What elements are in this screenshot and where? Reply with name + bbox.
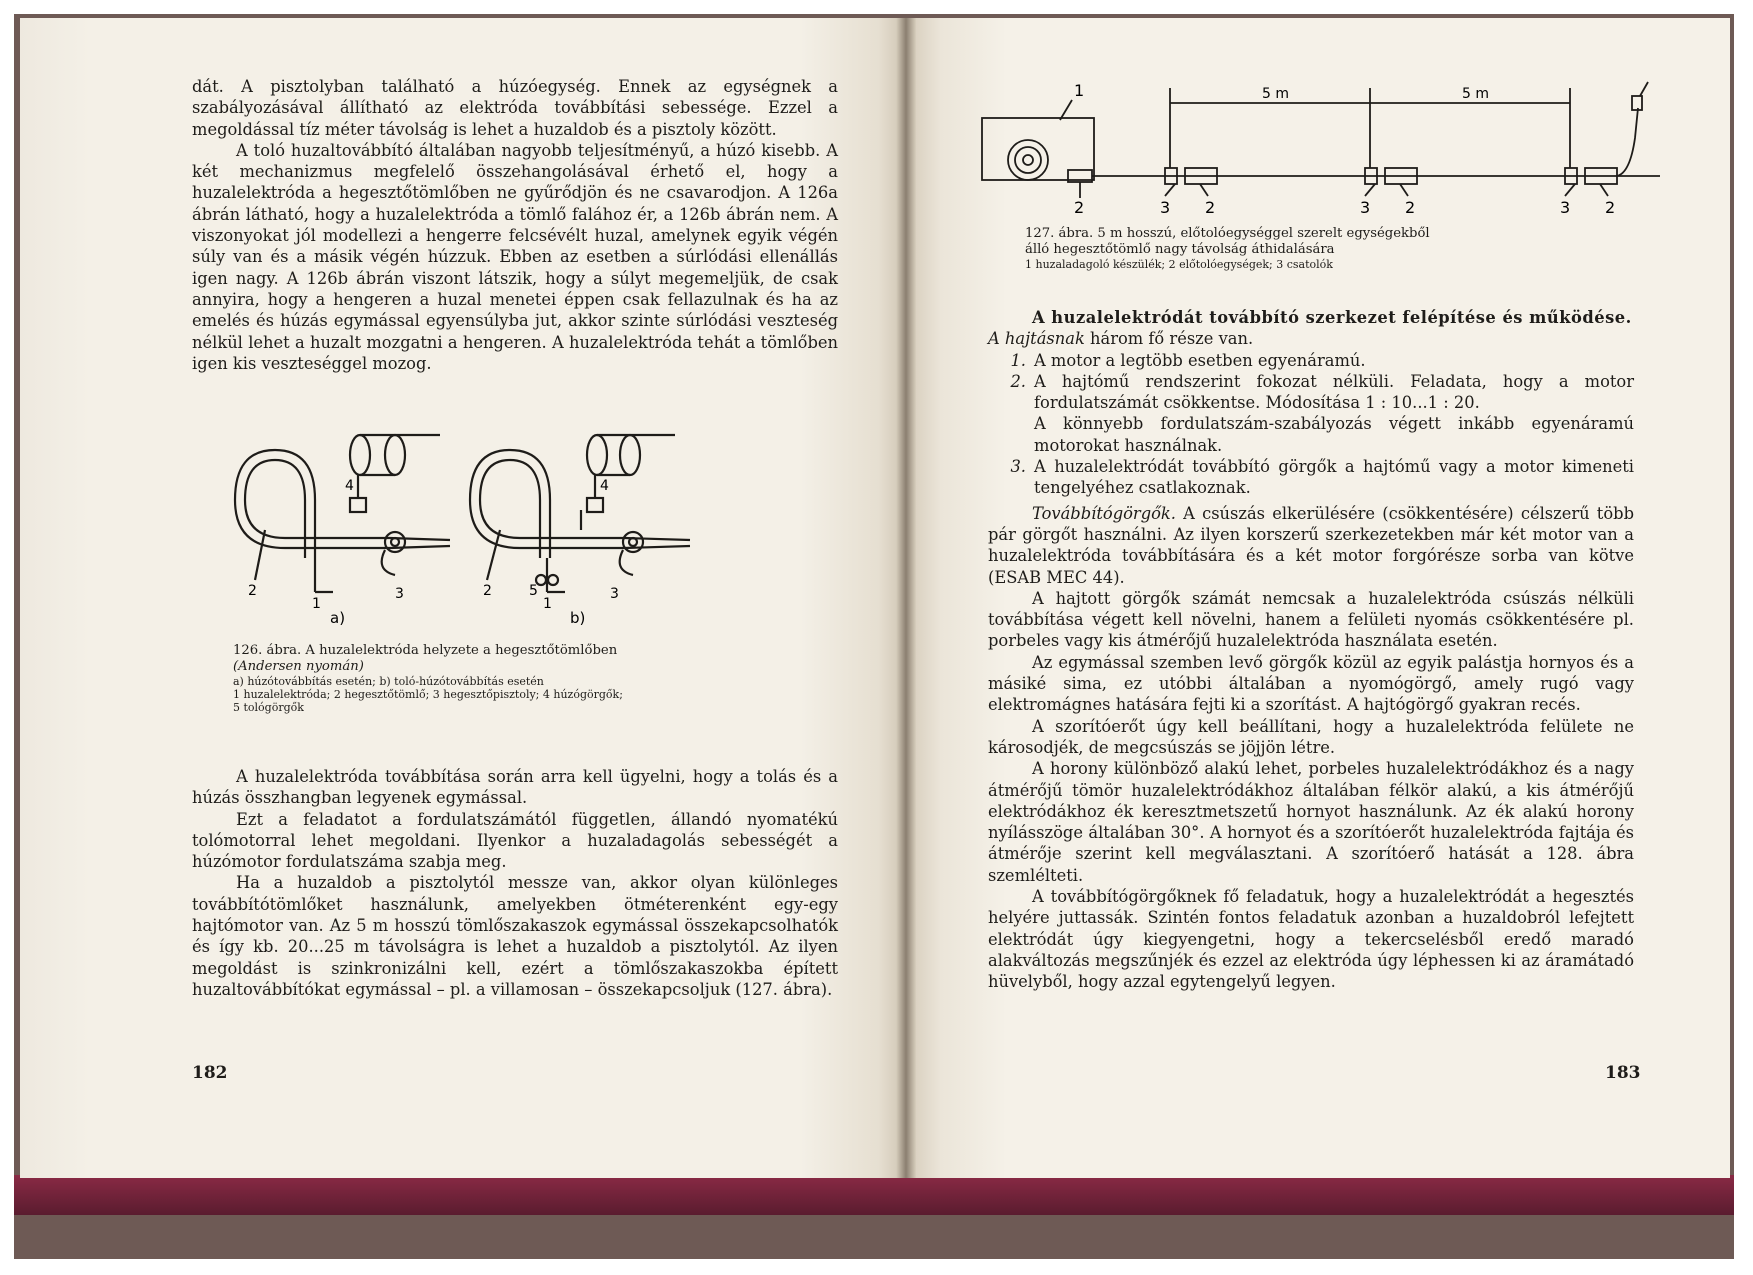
fig127-label: 3	[1360, 198, 1371, 217]
paragraph: Az egymással szemben levő görgők közül az egyik palástja hornyos és a másiké sima, ez utóbbi általában a nyomógörgő, amely rugó vagy elektromágnes hatására fejti ki a szorítást. A hajtógörgő gyakran recés.	[988, 652, 1634, 715]
left-text-bottom	[192, 766, 838, 1000]
fig127-dim: 5 m	[1462, 86, 1489, 102]
fig126-label: 3	[395, 586, 404, 602]
list-number: 3.	[1010, 457, 1026, 477]
paragraph: A toló huzaltovábbító általában nagyobb teljesítményű, a húzó kisebb. A két mechanizmus megfelelő összehangolásával érhető el, hogy a huzalelektróda a hegesztőtömlőben ne gyűrődjön és ne csavarodjon. A 126a ábrán látható, hogy a huzalelektróda a tömlő falához ér, a 126b ábrán nem. A viszonyokat jól modellezi a hengerre felcsévélt huzal, amelynek egyik végén súly van és a másik végén húzzuk. Ebben az esetben a súrlódási ellenállás igen nagy. A 126b ábrán viszont látszik, hogy a súlyt megemeljük, de csak annyira, hogy a hengeren a huzal menetei éppen csak fellazulnak és ha az emelés és húzás egymással egyensúlyba jut, akkor szinte súrlódási veszteség nélkül lehet a huzalt mozgatni a hengeren. A huzalelektróda tehát a tömlőben igen kis veszteséggel mozog.	[192, 140, 838, 373]
caption-title: 126. ábra. A huzalelektróda helyzete a hegesztőtömlőben	[233, 643, 618, 658]
list-text: A huzalelektródát továbbító görgők a hajtómű vagy a motor kimeneti tengelyéhez csatlakoznak.	[1034, 457, 1634, 498]
fig127-label: 2	[1074, 198, 1085, 217]
fig127-dim: 5 m	[1262, 86, 1289, 102]
fig126-label-a: a)	[330, 609, 346, 627]
list-item	[988, 350, 1634, 371]
paragraph: A huzalelektróda továbbítása során arra kell ügyelni, hogy a tolás és a húzás összhangban legyenek egymással.	[192, 767, 838, 808]
book-cover-edge	[14, 1175, 1734, 1215]
caption-legend: 1 huzaladagoló készülék; 2 előtolóegységek; 3 csatolók	[1025, 258, 1333, 271]
figure-127	[980, 78, 1660, 223]
caption-author: (Andersen nyomán)	[233, 659, 364, 674]
intro-rest: három fő része van.	[1084, 329, 1254, 349]
fig126-label-b: b)	[570, 609, 586, 627]
fig127-label: 3	[1560, 198, 1571, 217]
page-number-left: 182	[192, 1063, 228, 1083]
list-text-main: A hajtómű rendszerint fokozat nélküli. Feladata, hogy a motor fordulatszámát csökkentse. Módosítása 1 : 10...1 : 20.	[1034, 371, 1634, 413]
list-text: A motor a legtöbb esetben egyenáramú.	[1034, 350, 1366, 370]
fig126-label: 2	[248, 583, 257, 599]
fig126-label: 3	[610, 586, 619, 602]
fig127-label: 3	[1160, 198, 1171, 217]
list-number: 2.	[1010, 371, 1026, 391]
fig126-label: 1	[312, 596, 321, 612]
list-text	[1034, 371, 1634, 456]
fig126-label: 2	[483, 583, 492, 599]
fig126-label: 4	[600, 478, 609, 494]
paragraph: Ha a huzaldob a pisztolytól messze van, akkor olyan különleges továbbítótömlőket használunk, amelyekben ötméterenként egy-egy hajtómotor van. Az 5 m hosszú tömlőszakaszok egymással összekapcsolhatók és így kb. 20...25 m távolságra is lehet a huzaldob a pisztolytól. Az ilyen megoldást is szinkronizálni kell, ezért a tömlőszakaszokba épített huzaltovábbítókat egymással – pl. a villamosan – összekapcsoljuk (127. ábra).	[192, 873, 838, 999]
subheading-italic: Továbbítógörgők.	[1032, 503, 1176, 523]
caption-line: 1 huzalelektróda; 2 hegesztőtömlő; 3 hegesztőpisztoly; 4 húzógörgők;	[233, 688, 623, 701]
paragraph: A továbbítógörgőknek fő feladatuk, hogy a huzalelektródát a hegesztés helyére juttassák. Szintén fontos feladatuk azonban a huzaldobról lefejtett elektródát úgy kiegyengetni, hogy a tekercselésből eredő maradó alakváltozás megszűnjék és ezzel az elektróda úgy léphessen ki az áramátadó hüvelyből, hogy azzal egytengelyű legyen.	[988, 887, 1634, 992]
paragraph-text: A csúszás elkerülésére (csökkentésére) célszerű több pár görgőt használni. Az ilyen korszerű szerkezetekben már két motor van a huzalelektróda továbbítására és a két motor forgórésze sorba van kötve (ESAB MEC 44).	[988, 503, 1634, 587]
intro-italic: A hajtásnak	[988, 329, 1085, 349]
figure-126-caption	[233, 643, 793, 714]
caption-line: a) húzótovábbítás esetén; b) toló-húzótovábbítás esetén	[233, 675, 544, 688]
page-number-right: 183	[1605, 1063, 1641, 1083]
paragraph: A horony különböző alakú lehet, porbeles huzalelektródákhoz és a nagy átmérőjű tömör huzalelektródákhoz általában félkör alakú, a kis átmérőjű elektródákhoz ék keresztmetszetű hornyot használunk. Az ék alakú horony nyílásszöge általában 30°. A hornyot és a szorítóerőt huzalelektróda fajtája és átmérője szerint kell megválasztani. A szorítóerő hatását a 128. ábra szemlélteti.	[988, 759, 1634, 885]
paragraph: dát. A pisztolyban található a húzóegység. Ennek az egységnek a szabályozásával állítható az elektróda továbbítási sebessége. Ezzel a megoldással tíz méter távolság is lehet a huzaldob és a pisztoly között.	[192, 77, 838, 139]
list-item	[988, 371, 1634, 456]
list-text-extra: A könnyebb fordulatszám-szabályozás végett inkább egyenáramú motorokat használnak.	[1034, 414, 1634, 455]
fig127-label: 2	[1405, 198, 1416, 217]
paragraph: A szorítóerőt úgy kell beállítani, hogy a huzalelektróda felülete ne károsodjék, de megcsúszás se jöjjön létre.	[988, 716, 1634, 757]
left-text-top	[192, 76, 838, 374]
list-number: 1.	[1010, 350, 1026, 370]
caption-line: 5 tológörgők	[233, 701, 304, 714]
figure-127-caption	[1025, 226, 1455, 271]
fig126-label: 1	[543, 596, 552, 612]
figure-126	[225, 430, 745, 640]
paragraph: A hajtott görgők számát nemcsak a huzalelektróda csúszás nélküli továbbítása végett kell növelni, hanem a felületi nyomás csökkentésére pl. porbeles vagy kis átmérőjű huzalelektróda használata esetén.	[988, 588, 1634, 651]
list-item	[988, 456, 1634, 499]
paragraph	[988, 503, 1634, 588]
section-heading: A huzalelektródát továbbító szerkezet felépítése és működése.	[1032, 308, 1632, 327]
right-text	[988, 307, 1634, 993]
caption-title: 127. ábra. 5 m hosszú, előtolóegységgel szerelt egységekből álló hegesztőtömlő nagy távolság áthidalására	[1025, 226, 1430, 257]
fig127-label: 2	[1205, 198, 1216, 217]
paragraph: Ezt a feladatot a fordulatszámától független, állandó nyomatékú tolómotorral lehet megoldani. Ilyenkor a huzaladagolás sebességét a húzómotor fordulatszáma szabja meg.	[192, 809, 838, 872]
fig126-label: 5	[529, 583, 538, 599]
book-gutter	[896, 18, 916, 1178]
fig127-label: 2	[1605, 198, 1616, 217]
paragraph	[988, 328, 1634, 349]
fig126-label: 4	[345, 478, 354, 494]
fig127-label: 1	[1074, 81, 1085, 100]
